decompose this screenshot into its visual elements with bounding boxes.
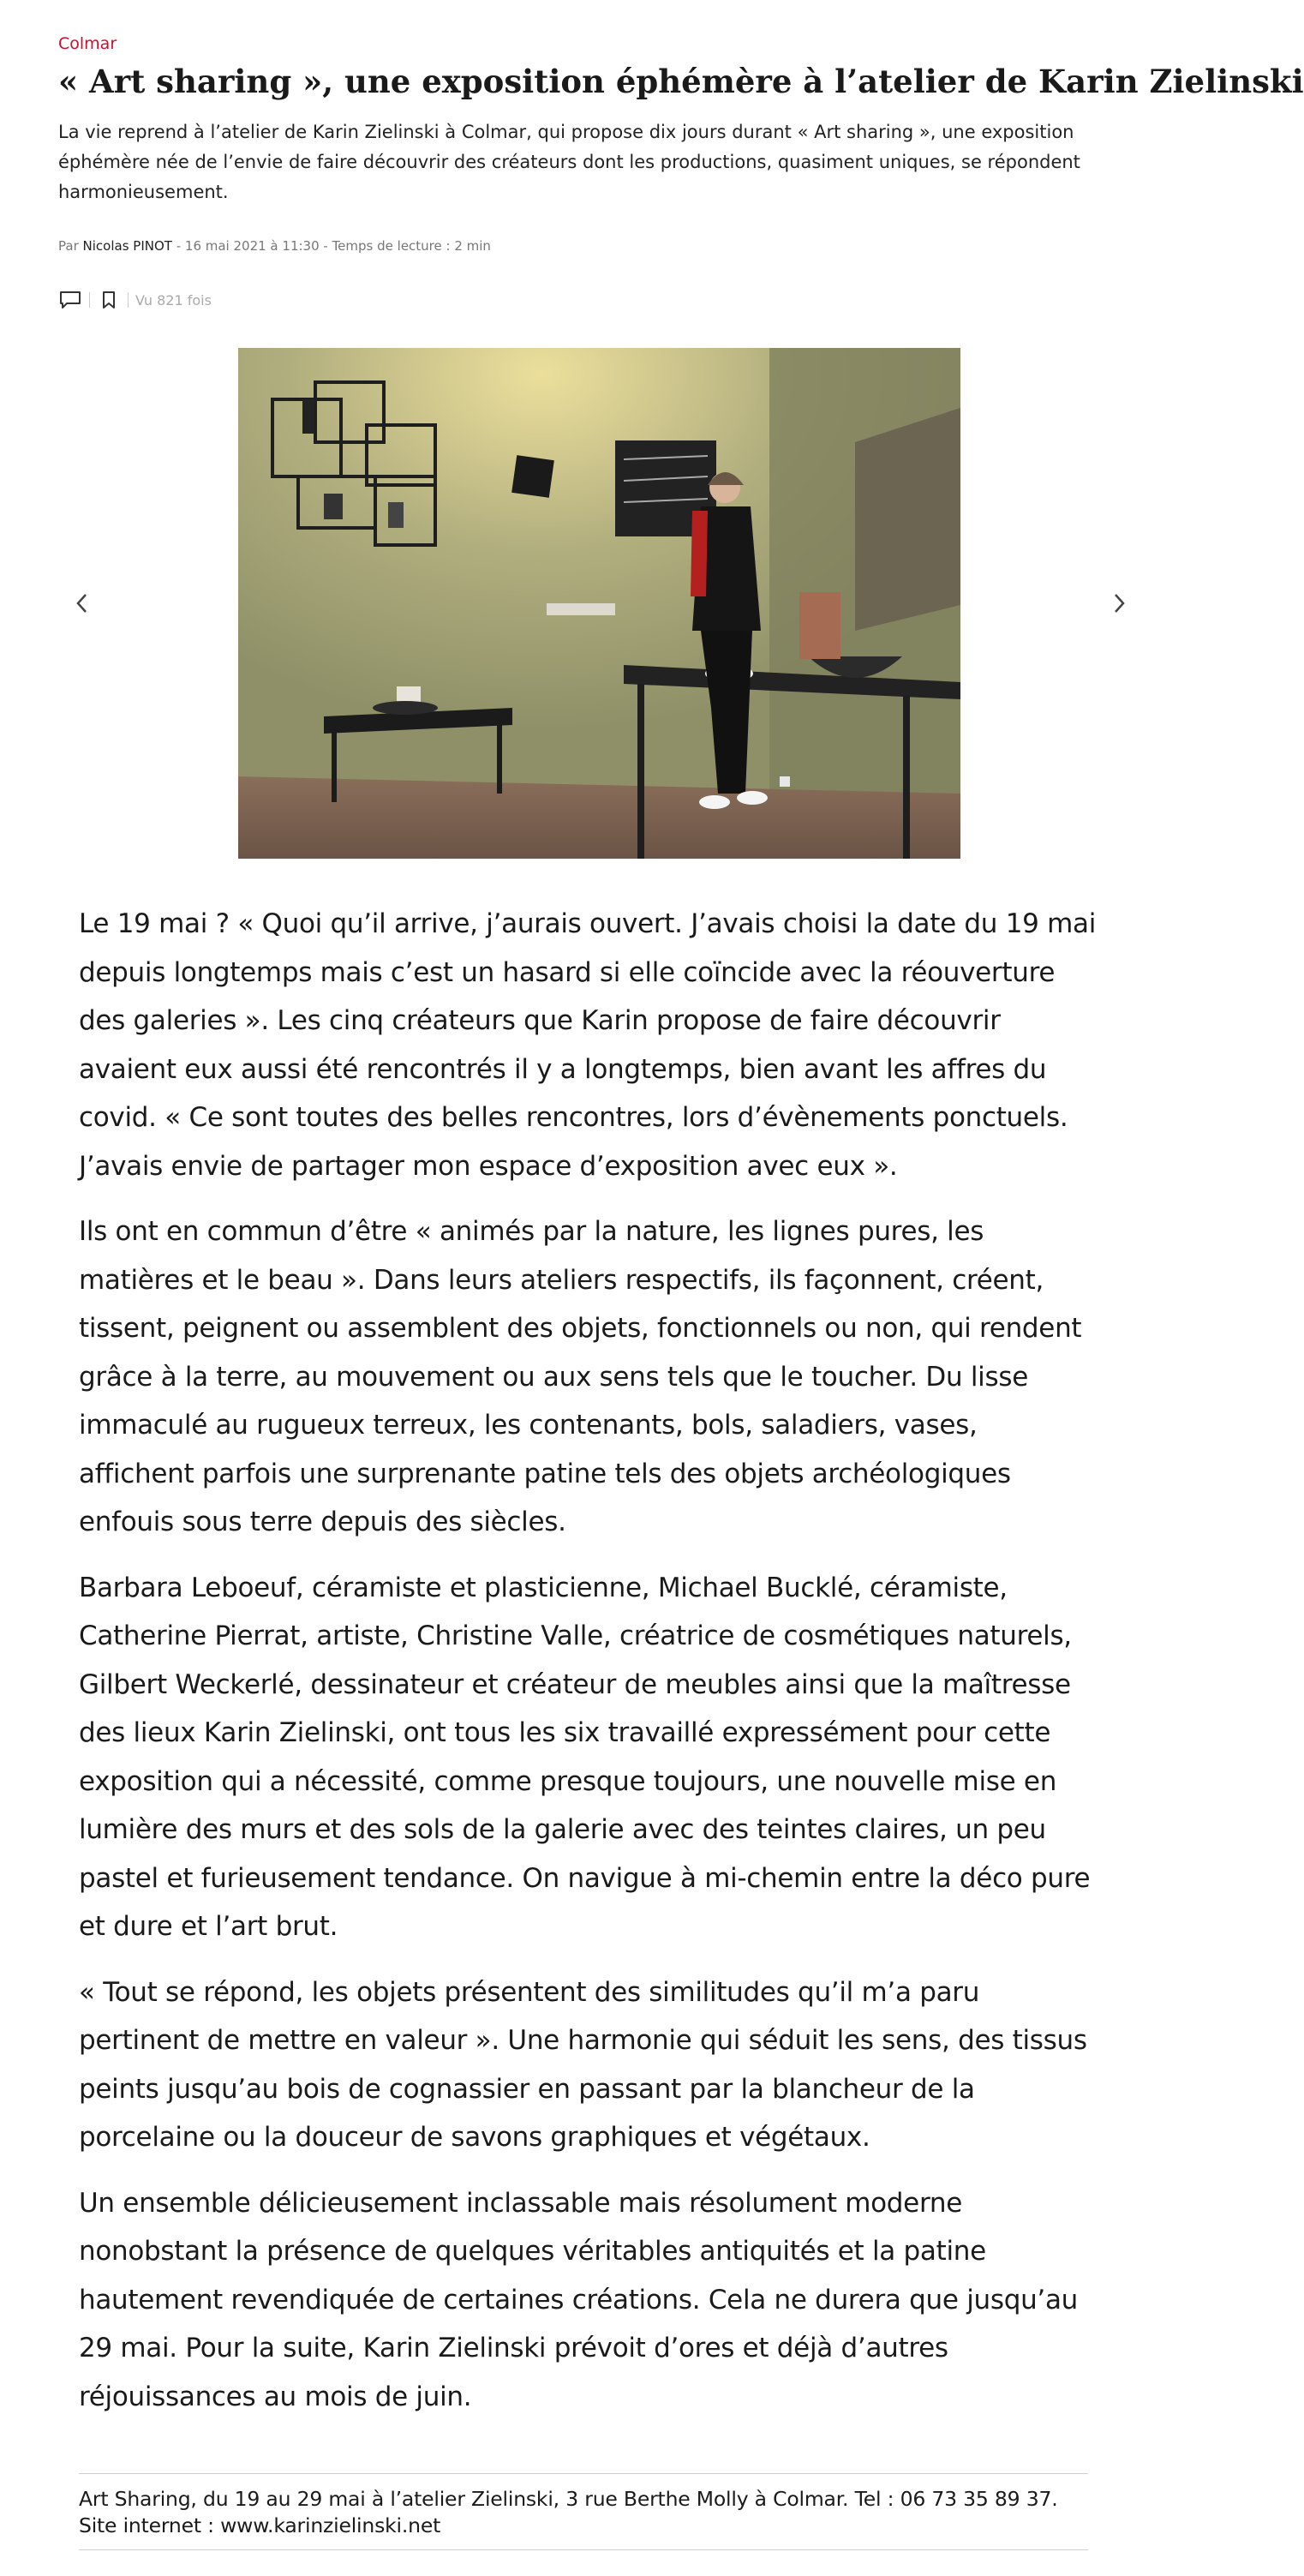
body-paragraph: Barbara Leboeuf, céramiste et plasticienne, Michael Bucklé, céramiste, Catherine Pierrat, artiste, Christine Valle, créatrice de cosmétiques naturels, Gilbert Weckerlé, dessinateur et créateur de meubles ainsi que la maîtresse des lieux Karin Zielinski, ont tous les six travaillé expressément pour cette exposition qui a nécessité, comme presque toujours, une nouvelle mise en lumière des murs et des sols de la galerie avec des teintes claires, un peu pastel et furieusement tendance. On navigue à mi-chemin entre la déco pure et dure et l’art brut.: [79, 1572, 1091, 1942]
article-actions: [58, 289, 212, 311]
body-paragraph: Un ensemble délicieusement inclassable mais résolument moderne nonobstant la présence de quelques véritables antiquités et la patine hautement revendiquée de certaines créations. Cela ne durera que jusqu’au 29 mai. Pour la suite, Karin Zielinski prévoit d’ores et déjà d’autres réjouissances au mois de juin.: [79, 2187, 1079, 2412]
chevron-left-icon-svg: [75, 592, 90, 614]
info-line-website[interactable]: Site internet : www.karinzielinski.net: [79, 2513, 441, 2537]
body-paragraph: « Tout se répond, les objets présentent des similitudes qu’il m’a paru pertinent de mettre en valeur ». Une harmonie qui séduit les sens, des tissus peints jusqu’au bois de cognassier en passant par la blancheur de la porcelaine ou la douceur de savons graphiques et végétaux.: [79, 1976, 1087, 2153]
article-headline: « Art sharing », une exposition éphémère à l’atelier de Karin Zielinski: [58, 63, 1304, 100]
chevron-right-icon[interactable]: [1102, 586, 1136, 620]
actions-separator: [89, 292, 90, 308]
byline-author[interactable]: Nicolas PINOT: [82, 238, 172, 254]
actions-separator: [128, 292, 129, 308]
chevron-right-icon-svg: [1111, 592, 1127, 614]
info-line-event: Art Sharing, du 19 au 29 mai à l’atelier Zielinski, 3 rue Berthe Molly à Colmar. Tel : 06 73 35 89 37.: [79, 2487, 1058, 2511]
gallery-photo-illustration: [238, 348, 960, 859]
view-count: Vu 821 fois: [135, 291, 212, 309]
rubric-link[interactable]: Colmar: [58, 34, 117, 53]
body-paragraph: Ils ont en commun d’être « animés par la nature, les lignes pures, les matières et le beau ». Dans leurs ateliers respectifs, ils façonnent, créent, tissent, peignent ou assemblent des objets, fonctionnels ou non, qui rendent grâce à la terre, au mouvement ou aux sens tels que le toucher. Du lisse immaculé au rugueux terreux, les contenants, bols, saladiers, vases, affichent parfois une surprenante patine tels des objets archéologiques enfouis sous terre depuis des siècles.: [79, 1216, 1082, 1537]
byline: [58, 238, 491, 254]
byline-meta: - 16 mai 2021 à 11:30 - Temps de lecture : 2 min: [176, 238, 491, 254]
practical-info-box: [79, 2473, 1088, 2550]
gallery-photo[interactable]: [238, 348, 960, 859]
bookmark-icon[interactable]: [97, 289, 121, 311]
article-chapo: La vie reprend à l’atelier de Karin Zielinski à Colmar, qui propose dix jours durant « Art sharing », une exposition éphémère née de l’envie de faire découvrir des créateurs dont les productions, quasiment uniques, se répondent harmonieusement.: [58, 122, 1080, 202]
article-body: [79, 900, 1098, 2438]
byline-prefix: Par: [58, 238, 79, 254]
chevron-left-icon[interactable]: [65, 586, 99, 620]
comment-icon-svg: [59, 291, 81, 309]
body-paragraph: Le 19 mai ? « Quoi qu’il arrive, j’aurais ouvert. J’avais choisi la date du 19 mai depuis longtemps mais c’est un hasard si elle coïncide avec la réouverture des galeries ». Les cinq créateurs que Karin propose de faire découvrir avaient eux aussi été rencontrés il y a longtemps, bien avant les affres du covid. « Ce sont toutes des belles rencontres, lors d’évènements ponctuels. J’avais envie de partager mon espace d’exposition avec eux ».: [79, 908, 1097, 1182]
photo-gallery: [0, 348, 1161, 859]
bookmark-icon-svg: [102, 291, 116, 309]
comment-icon[interactable]: [58, 289, 82, 311]
